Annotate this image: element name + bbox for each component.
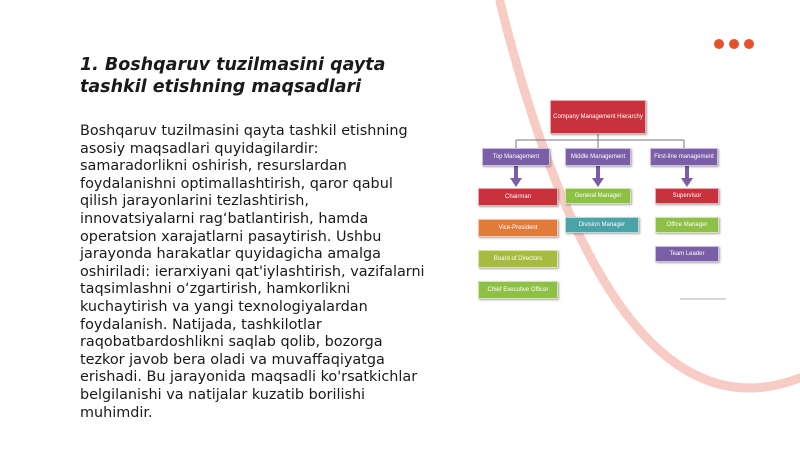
arrow-head bbox=[510, 178, 522, 187]
org-chart-node-label: Vice-President bbox=[498, 224, 538, 231]
slide-body-text: Boshqaruv tuzilmasini qayta tashkil etishning asosiy maqsadlari quyidagilardir: samaradorlikni oshirish, resurslardan foydalanishni optimallashtirish, qaror qabul qilish jarayonlarini tezlashtirish, innovatsiyalarni rag‘batlantirish, hamda operatsion xarajatlarni pasaytirish. Ushbu jarayonda harakatlar quyidagicha amalga oshiriladi: ierarxiyani qat'iylashtirish, vazifalarni taqsimlashni o‘zgartirish, hamkorlikni kuchaytirish va yangi texnologiyalardan foydalanish. Natijada, tashkilotlar raqobatbardoshlikni saqlab qolib, bozorga tezkor javob bera oladi va muvaffaqiyatga erishadi. Bu jarayonida maqsadli ko'rsatkichlar belgilanishi va natijalar kuzatib borilishi muhimdir. bbox=[80, 123, 425, 421]
org-chart-level-middle bbox=[565, 148, 631, 166]
org-chart-root-label: Company Management Hierarchy bbox=[553, 113, 643, 120]
org-chart-node bbox=[478, 219, 558, 237]
org-chart-node bbox=[478, 250, 558, 268]
org-chart-node-label: Team Leader bbox=[669, 250, 705, 257]
org-chart-node-label: General Manager bbox=[574, 192, 622, 199]
arrow-head bbox=[592, 178, 604, 187]
org-chart-node-label: Supervisor bbox=[672, 192, 702, 199]
org-chart-node bbox=[565, 217, 639, 233]
org-chart-node-label: Division Manager bbox=[578, 221, 626, 228]
arrow-shaft bbox=[596, 166, 600, 178]
decorative-dot bbox=[729, 39, 739, 49]
org-chart-node bbox=[655, 246, 719, 262]
arrow-shaft bbox=[685, 166, 689, 178]
org-chart-level-label: Top Management bbox=[492, 153, 540, 160]
org-chart-node bbox=[478, 188, 558, 206]
org-chart-level-label: First-line management bbox=[654, 153, 714, 160]
org-chart-level-first-line bbox=[650, 148, 718, 166]
org-chart-node bbox=[655, 188, 719, 204]
org-chart-image bbox=[470, 94, 730, 306]
org-chart-level-label: Middle Management bbox=[570, 153, 626, 160]
org-chart-node bbox=[655, 217, 719, 233]
arrow-head bbox=[681, 178, 693, 187]
org-chart-root-node bbox=[550, 100, 646, 134]
decorative-dot bbox=[714, 39, 724, 49]
org-chart-node-label: Chief Executive Officer bbox=[487, 286, 549, 293]
decorative-dot bbox=[744, 39, 754, 49]
org-chart-node-label: Board of Directors bbox=[493, 255, 543, 262]
arrow-shaft bbox=[514, 166, 518, 178]
org-chart-node-label: Chairman bbox=[504, 193, 531, 200]
org-chart-node-label: Office Manager bbox=[666, 221, 708, 228]
org-chart-node bbox=[478, 281, 558, 299]
chart-caption-line bbox=[680, 298, 726, 300]
slide-title: 1. Boshqaruv tuzilmasini qayta tashkil etishning maqsadlari bbox=[80, 55, 386, 97]
decorative-dots bbox=[714, 39, 754, 49]
org-chart-level-top bbox=[482, 148, 550, 166]
org-chart-node bbox=[565, 188, 631, 204]
